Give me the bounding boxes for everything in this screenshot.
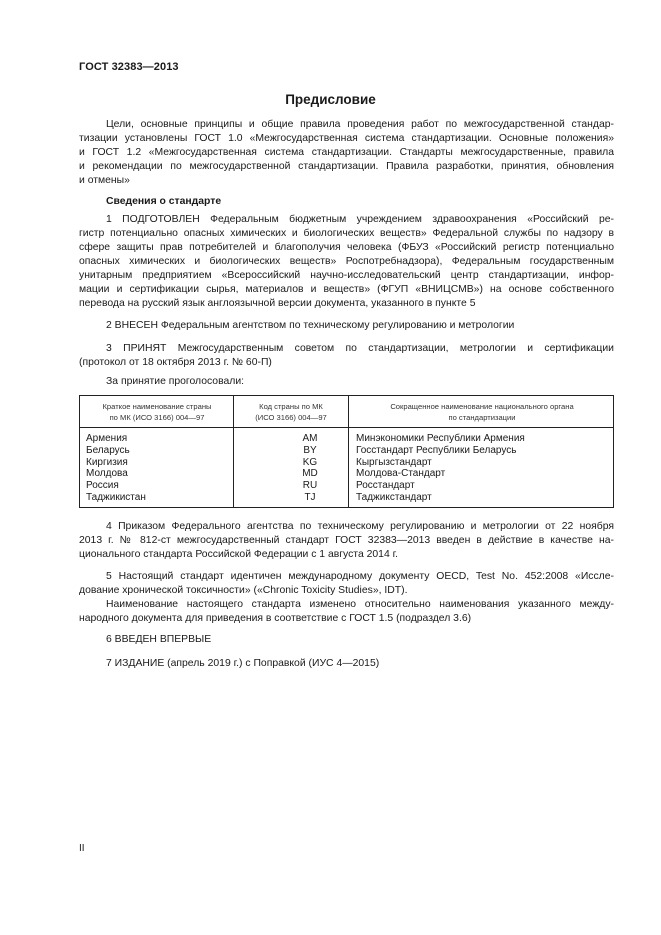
page-title: Предисловие	[285, 92, 376, 107]
item-1-paragraph	[79, 213, 614, 311]
table-cell: Армения	[86, 433, 128, 444]
table-column-agency	[356, 433, 525, 504]
text-line: 4 Приказом Федерального агентства по техническому регулированию и метрологии от 22 ноября	[106, 521, 614, 532]
item-2-paragraph	[79, 319, 614, 333]
table-cell: Россия	[86, 480, 119, 492]
text-line: Наименование настоящего стандарта изменено относительно наименования указанного между-	[106, 599, 614, 610]
item-7-paragraph	[79, 657, 614, 671]
text-line: 2013 г. № 812-ст межгосударственный стандарт ГОСТ 32383—2013 введен в действие в качестве на-	[79, 535, 614, 546]
table-cell: Росстандарт	[356, 480, 415, 492]
section-heading: Сведения о стандарте	[106, 196, 222, 207]
text-line: и рекомендации по межгосударственной стандартизации. Правила разработки, принятия, обновления	[79, 161, 614, 172]
table-header-agency: Сокращенное наименование национального органа по стандартизации	[390, 402, 574, 422]
vote-intro	[79, 375, 614, 389]
text-line: дование хронической токсичности» («Chronic Toxicity Studies», IDT).	[79, 585, 408, 596]
table-cell: Минэкономики Республики Армения	[356, 433, 525, 444]
item-5-paragraph	[79, 570, 614, 626]
text-line: гистр потенциально опасных химических и биологических веществ» Федеральной службы по надзору в	[79, 228, 614, 239]
table-cell: MD	[302, 468, 318, 480]
intro-paragraph	[79, 118, 614, 188]
table-cell: Госстандарт Республики Беларусь	[356, 444, 517, 456]
table-column-code	[270, 433, 350, 504]
text-line: народного документа для приведения в соответствие с ГОСТ 1.5 (подраздел 3.6)	[79, 613, 472, 624]
table-cell: Кыргызстандарт	[356, 456, 432, 468]
text-line: 2 ВНЕСЕН Федеральным агентством по техническому регулированию и метрологии	[106, 320, 515, 331]
text-line: За принятие проголосовали:	[106, 376, 245, 387]
text-line: перевода на русский язык англоязычной версии документа, указанного в пункте 5	[79, 298, 476, 309]
text-line: мации и сертификации сырья, материалов и веществ» (ФГУП «ВНИЦСМВ») на основе собственного	[79, 284, 614, 295]
table-cell: Таджикистан	[86, 491, 146, 503]
text-line: и ГОСТ 1.2 «Межгосударственная система стандартизации. Стандарты межгосударственные, правила	[79, 147, 614, 158]
text-line: опасных химических и биологических веществ» Роспотребнадзора), Федеральным государственным	[79, 256, 614, 267]
table-column-divider	[233, 396, 234, 507]
text-line: унитарным предприятием «Всероссийский научно-исследовательский центр стандартизации, инфор-	[79, 270, 614, 281]
text-line: ционального стандарта Российской Федерации с 1 августа 2014 г.	[79, 549, 399, 560]
table-cell: Беларусь	[86, 444, 130, 456]
table-cell: Таджикстандарт	[356, 491, 432, 503]
page-number: II	[79, 843, 85, 854]
table-cell: KG	[302, 456, 318, 468]
table-cell: BY	[303, 444, 317, 456]
document-code: ГОСТ 32383—2013	[79, 61, 179, 73]
table-header-code: Код страны по МК (ИСО 3166) 004—97	[255, 402, 327, 422]
table-header-divider	[80, 427, 613, 428]
table-cell: TJ	[304, 491, 316, 503]
table-cell: RU	[302, 480, 318, 492]
text-line: сфере защиты прав потребителей и благополучия человека (ФБУЗ «Российский регистр потенциально	[79, 242, 614, 253]
text-line: (протокол от 18 октября 2013 г. № 60-П)	[79, 357, 272, 368]
text-line: 6 ВВЕДЕН ВПЕРВЫЕ	[106, 634, 212, 645]
item-4-paragraph	[79, 520, 614, 562]
table-header-country: Краткое наименование страны по МК (ИСО 3166) 004—97	[102, 402, 212, 422]
item-3-paragraph	[79, 342, 614, 370]
table-column-country	[86, 433, 146, 504]
text-line: Цели, основные принципы и общие правила проведения работ по межгосударственной стандар-	[106, 119, 614, 130]
text-line: 7 ИЗДАНИЕ (апрель 2019 г.) с Поправкой (ИУС 4—2015)	[106, 658, 380, 669]
text-line: тизации установлены ГОСТ 1.0 «Межгосударственная система стандартизации. Основные положения»	[79, 133, 614, 144]
table-cell: Киргизия	[86, 456, 128, 468]
voting-table	[79, 395, 614, 508]
table-cell: Молдова	[86, 468, 128, 480]
text-line: 5 Настоящий стандарт идентичен международному документу OECD, Test No. 452:2008 «Иссле-	[106, 571, 614, 582]
text-line: 3 ПРИНЯТ Межгосударственным советом по стандартизации, метрологии и сертификации	[106, 343, 614, 354]
text-line: и отмены»	[79, 175, 130, 186]
table-cell: Молдова-Стандарт	[356, 468, 446, 480]
item-6-paragraph	[79, 633, 614, 647]
table-cell: AM	[302, 433, 318, 444]
text-line: 1 ПОДГОТОВЛЕН Федеральным бюджетным учреждением здравоохранения «Российский ре-	[106, 214, 614, 225]
